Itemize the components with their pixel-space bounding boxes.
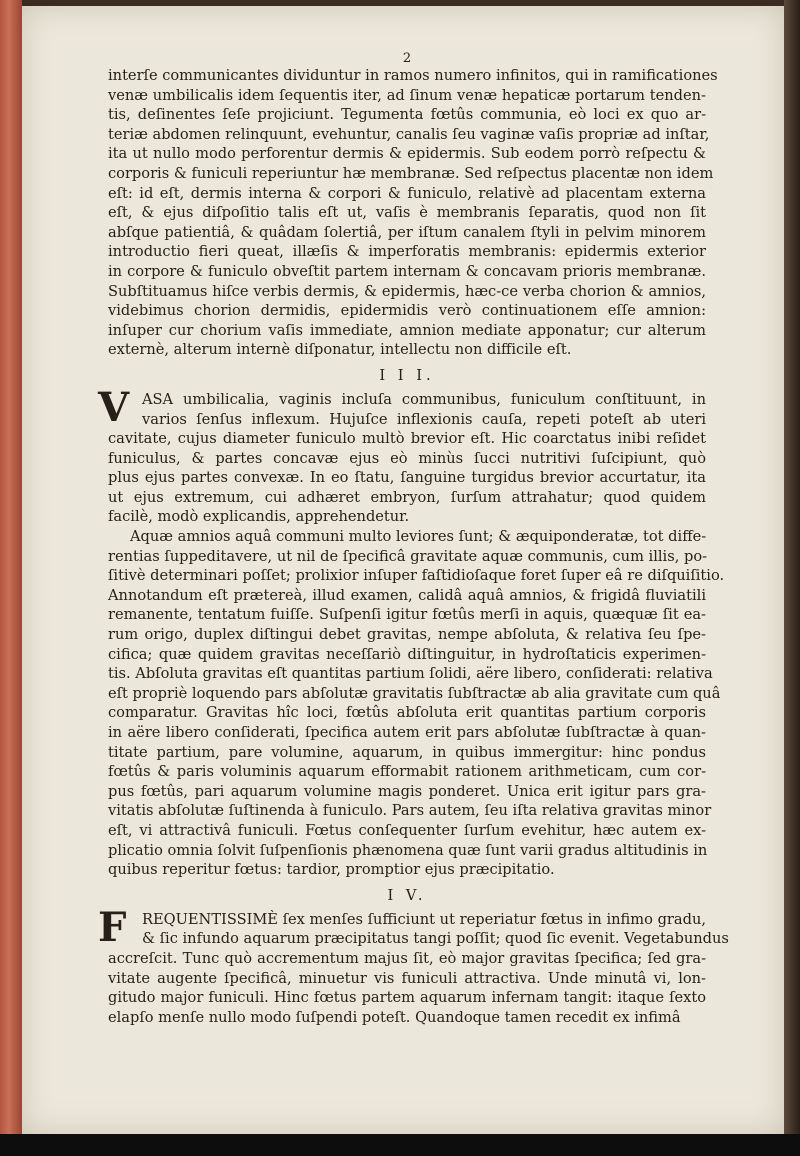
text-line: externè, alterum internè diſponatur, intellectu non difficile eſt. [108, 341, 572, 359]
text-line: Subſtituamus hiſce verbis dermis, & epidermis, hæc-ce verba chorion & amnios, [108, 282, 706, 300]
paragraph-1 [108, 66, 718, 360]
drop-cap-f: F [98, 903, 127, 951]
text-line: fœtûs & paris voluminis aquarum efformabit rationem arithmeticam, cum cor- [108, 763, 706, 781]
text-line: remanente, tentatum fuiſſe. Suſpenſi igitur fœtûs merſi in aquis, quæquæ ſit ea- [108, 606, 706, 624]
text-line: comparatur. Gravitas hîc loci, fœtûs abſoluta erit quantitas partium corporis [108, 704, 706, 722]
text-line: ASA umbilicalia, vaginis incluſa communibus, funiculum conſtituunt, in [142, 390, 706, 408]
text-line: plicatio omnia ſolvit ſuſpenſionis phænomena quæ ſunt varii gradus altitudinis in [108, 841, 708, 859]
text-line: vitatis abſolutæ ſuſtinenda à funiculo. Pars autem, ſeu iſta relativa gravitas minor [108, 802, 712, 820]
text-line: pus fœtûs, pari aquarum volumine magis ponderet. Unica erit igitur pars gra- [108, 782, 706, 800]
page-number: 2 [402, 51, 412, 66]
page-text [98, 51, 729, 1027]
text-line: gitudo major funiculi. Hinc fœtus partem aquarum infernam tangit: itaque ſexto [108, 989, 706, 1007]
section-number-3: I I I. [379, 366, 435, 384]
book-spine [0, 0, 22, 1140]
paragraph-2 [98, 383, 706, 527]
section-number-4: I V. [387, 886, 427, 904]
text-line: in aëre libero conſiderati, ſpecifica autem erit pars abſolutæ ſubſtractæ à quan- [108, 724, 706, 741]
text-line: titate partium, pare volumine, aquarum, in quibus immergitur: hinc pondus [108, 743, 706, 761]
text-line: facilè, modò explicandis, apprehendetur. [108, 508, 410, 526]
text-line: Annotandum eſt prætereà, illud examen, calidâ aquâ amnios, & frigidâ fluviatili [108, 586, 706, 604]
text-line: ut ejus extremum, cui adhæret embryon, ſurſum attrahatur; quod quidem [108, 488, 706, 506]
text-line: plus ejus partes convexæ. In eo ſtatu, ſanguine turgidus brevior accurtatur, ita [108, 469, 706, 487]
text-line: eſt, vi attractivâ funiculi. Fœtus conſequenter ſurſum evehitur, hæc autem ex- [108, 821, 706, 839]
text-line: rentias ſuppeditavere, ut nil de ſpecificâ gravitate aquæ communis, cum illis, po- [108, 547, 708, 565]
text-line: videbimus chorion dermidis, epidermidis verò continuationem eſſe amnion: [108, 302, 706, 320]
text-line: teriæ abdomen relinquunt, evehuntur, canalis ſeu vaginæ vaſis propriæ ad inſtar, [108, 125, 710, 143]
text-line: cavitate, cujus diameter funiculo multò brevior eſt. Hic coarctatus inibi reſidet [108, 430, 706, 448]
page-edge [784, 0, 800, 1156]
text-line: Aquæ amnios aquâ communi multo leviores ſunt; & æquiponderatæ, tot diffe- [130, 528, 707, 546]
text-line: corporis & funiculi reperiuntur hæ membranæ. Sed reſpectus placentæ non idem [108, 164, 714, 182]
text-line: ita ut nullo modo perforentur dermis & epidermis. Sub eodem porrò reſpectu & [108, 145, 706, 163]
bottom-edge [0, 1134, 800, 1156]
text-line: abſque patientiâ, & quâdam ſolertiâ, per iſtum canalem ſtyli in pelvim minorem [108, 223, 706, 241]
text-line: rum origo, duplex diſtingui debet gravitas, nempe abſoluta, & relativa ſeu ſpe- [108, 626, 706, 644]
text-line: eſt, & ejus diſpoſitio talis eſt ut, vaſis è membranis ſeparatis, quod non ſit [108, 204, 706, 222]
text-line: tis. Abſoluta gravitas eſt quantitas partium ſolidi, aëre libero, conſiderati: relativa [108, 665, 713, 683]
text-line: elapſo menſe nullo modo ſuſpendi poteſt. Quandoque tamen recedit ex infimâ [108, 1008, 681, 1026]
text-line: eſt: id eſt, dermis interna & corpori & funiculo, relativè ad placentam externa [108, 184, 706, 202]
text-line: & ſic infundo aquarum præcipitatus tangi poſſit; quod ſic evenit. Vegetabundus [142, 930, 729, 948]
text-line: REQUENTISSIMÈ ſex menſes ſufficiunt ut reperiatur fœtus in infimo gradu, [142, 910, 706, 928]
drop-cap-v: V [98, 383, 130, 431]
text-line: varios ſenſus inflexum. Hujuſce inflexionis cauſa, repeti poteſt ab uteri [142, 410, 706, 428]
text-line: venæ umbilicalis idem ſequentis iter, ad ſinum venæ hepaticæ portarum tenden- [108, 86, 706, 104]
text-line: interſe communicantes dividuntur in ramos numero infinitos, qui in ramificationes [108, 67, 718, 84]
text-line: inſuper cur chorium vaſis immediate, amnion mediate apponatur; cur alterum [108, 321, 706, 339]
text-line: cifica; quæ quidem gravitas neceſſariò diſtinguitur, in hydroſtaticis experimen- [108, 645, 706, 663]
text-line: accreſcit. Tunc quò accrementum majus ſit, eò major gravitas ſpecifica; ſed gra- [108, 949, 706, 967]
text-line: tis, deſinentes ſeſe projiciunt. Tegumenta fœtûs communia, eò loci ex quo ar- [108, 106, 706, 124]
text-line: introductio fieri queat, illæſis & imperforatis membranis: epidermis exterior [108, 243, 706, 261]
text-line: in corpore & funiculo obveſtit partem internam & concavam prioris membranæ. [108, 262, 706, 280]
text-line: ſitivè determinari poſſet; prolixior inſuper faſtidioſaque foret ſuper eâ re diſquiſitio. [108, 567, 725, 585]
paragraph-3 [108, 527, 725, 880]
text-line: quibus reperitur fœtus: tardior, promptior ejus præcipitatio. [108, 861, 555, 879]
paragraph-4 [98, 903, 729, 1028]
text-line: eſt propriè loquendo pars abſolutæ gravitatis ſubſtractæ ab alia gravitate cum quâ [108, 684, 721, 702]
text-line: vitate augente ſpecificâ, minuetur vis funiculi attractiva. Unde minutâ vi, lon- [108, 969, 706, 987]
text-line: funiculus, & partes concavæ ejus eò minùs ſucci nutritivi ſuſcipiunt, quò [108, 449, 706, 467]
